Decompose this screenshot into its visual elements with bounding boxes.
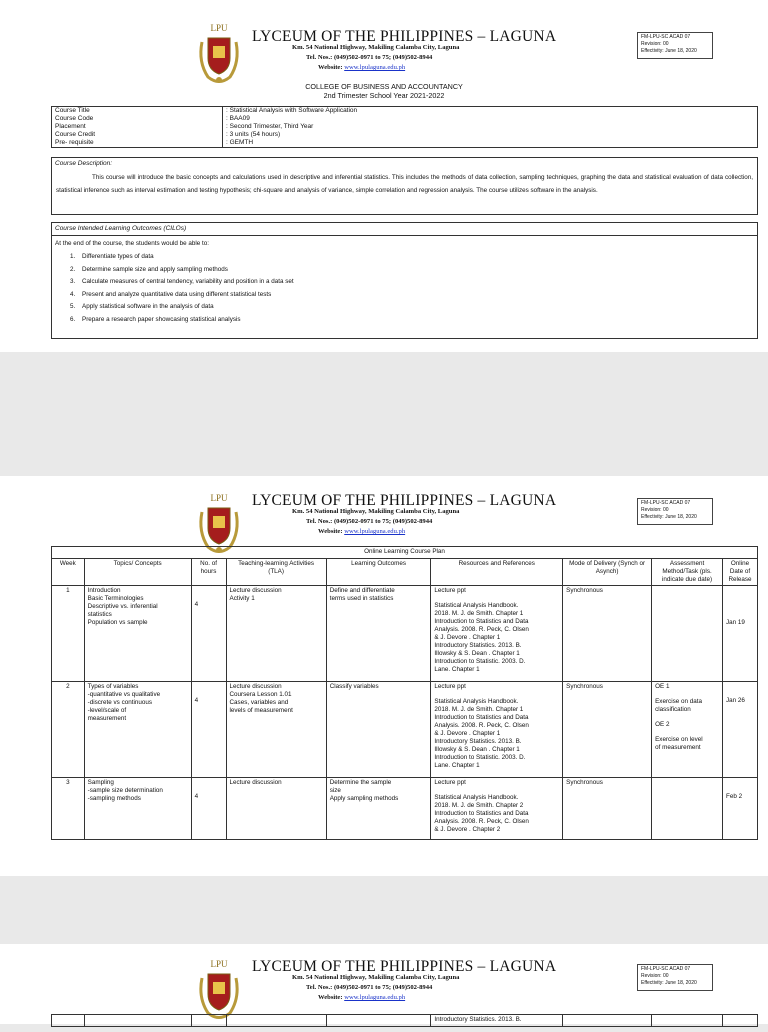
assessment-cell	[652, 778, 723, 840]
cilo-item: 5. Apply statistical software in the analysis of data	[70, 303, 214, 311]
school-name: LYCEUM OF THE PHILIPPINES – LAGUNA	[252, 492, 557, 509]
topics-cell: Sampling -sample size determination -sampling methods	[84, 778, 191, 840]
release-cell: Jan 19	[723, 586, 758, 682]
hours-cell: 4	[191, 586, 226, 682]
topics-cell: Introduction Basic Terminologies Descriptive vs. inferential statistics Population vs sample	[84, 586, 191, 682]
hours-cell: 4	[191, 682, 226, 778]
resources-cell: Lecture ppt Statistical Analysis Handbook. 2018. M. J. de Smith. Chapter 2 Introduction to Statistics and Data Analysis. 2008. R. Peck, C. Olsen & J. Devore . Chapter 2	[431, 778, 563, 840]
assessment-cell: OE 1 Exercise on data classification OE 2 Exercise on level of measurement	[652, 682, 723, 778]
school-name: LYCEUM OF THE PHILIPPINES – LAGUNA	[252, 958, 557, 975]
description-text: This course will introduce the basic concepts and calculations used in descriptive and inferential statistics. This includes the methods of data collection, sampling techniques, graphing the data and statistical evaluation of data collection, statistical inference such as interval estimation and testing hypothesis; chi-square and analysis of variance, simple correlation and regression analysis. The course utilizes software in the analysis.	[56, 174, 753, 194]
school-tel: Tel. Nos.: (049)502-0971 to 75; (049)502-8944	[306, 518, 433, 525]
website-link[interactable]: www.lpulaguna.edu.ph	[344, 64, 406, 71]
page-1	[0, 0, 768, 352]
page-2	[0, 476, 768, 876]
cilo-item: 3. Calculate measures of central tendency, variability and position in a data set	[70, 278, 294, 286]
assessment-cell	[652, 586, 723, 682]
logo-text: LPU	[210, 493, 228, 503]
col-hours: No. of hours	[191, 559, 226, 586]
school-website: Website: www.lpulaguna.edu.ph	[318, 528, 406, 535]
school-website: Website: www.lpulaguna.edu.ph	[318, 994, 406, 1001]
col-resources: Resources and References	[431, 559, 563, 586]
col-assessment: Assessment Method/Task (pls. indicate due date)	[652, 559, 723, 586]
release-cell: Jan 26	[723, 682, 758, 778]
mode-cell: Synchronous	[563, 778, 652, 840]
document-code-box: FM-LPU-SC ACAD 07 Revision: 00 Effectivity: June 18, 2020	[637, 32, 713, 59]
outcomes-cell: Classify variables	[326, 682, 431, 778]
college-name: COLLEGE OF BUSINESS AND ACCOUNTANCY	[305, 82, 463, 91]
resources-fragment: Introductory Statistics. 2013. B.	[431, 1015, 563, 1027]
plan-title: Online Learning Course Plan	[52, 547, 758, 559]
cilo-item: 4. Present and analyze quantitative data using different statistical tests	[70, 290, 272, 298]
logo-text: LPU	[210, 23, 228, 33]
col-mode: Mode of Delivery (Synch or Asynch)	[563, 559, 652, 586]
school-name: LYCEUM OF THE PHILIPPINES – LAGUNA	[252, 28, 557, 45]
col-week: Week	[52, 559, 85, 586]
course-description	[51, 157, 758, 215]
tla-cell: Lecture discussion	[226, 778, 326, 840]
school-tel: Tel. Nos.: (049)502-0971 to 75; (049)502-8944	[306, 984, 433, 991]
school-address: Km. 54 National Highway, Makiling Calamba City, Laguna	[292, 508, 460, 515]
cilo-item: 2. Determine sample size and apply sampling methods	[70, 265, 228, 273]
school-address: Km. 54 National Highway, Makiling Calamba City, Laguna	[292, 44, 460, 51]
release-cell: Feb 2	[723, 778, 758, 840]
col-release: Online Date of Release	[723, 559, 758, 586]
cilo-label: Course Intended Learning Outcomes (CILOs)	[52, 223, 757, 236]
cilo-item: 1. Differentiate types of data	[70, 253, 154, 260]
cilo-list	[52, 251, 757, 327]
school-address: Km. 54 National Highway, Makiling Calamba City, Laguna	[292, 974, 460, 981]
outcomes-cell: Determine the sample size Apply sampling methods	[326, 778, 431, 840]
col-outcomes: Learning Outcomes	[326, 559, 431, 586]
table-row	[52, 682, 758, 778]
resources-cell: Lecture ppt Statistical Analysis Handbook. 2018. M. J. de Smith. Chapter 1 Introduction to Statistics and Data Analysis. 2008. R. Peck, C. Olsen & J. Devore . Chapter 1 Introductory Statistics. 2013. B. Illowsky & S. Dean . Chapter 1 Introduction to Statistic. 2003. D. Lane. Chapter 1	[431, 682, 563, 778]
lpu-logo	[196, 22, 242, 88]
mode-cell: Synchronous	[563, 682, 652, 778]
school-tel: Tel. Nos.: (049)502-0971 to 75; (049)502-8944	[306, 54, 433, 61]
course-plan-table-continued	[51, 1014, 758, 1027]
tla-cell: Lecture discussion Activity 1	[226, 586, 326, 682]
school-website: Website: www.lpulaguna.edu.ph	[318, 64, 406, 71]
school-term: 2nd Trimester School Year 2021-2022	[323, 91, 445, 100]
plan-header-row	[52, 559, 758, 586]
description-label: Course Description:	[55, 160, 113, 167]
course-info-labels: Course Title Course Code Placement Course Credit Pre- requisite	[52, 107, 223, 148]
cilo-intro: At the end of the course, the students would be able to:	[55, 240, 210, 247]
table-row	[52, 586, 758, 682]
mode-cell: Synchronous	[563, 586, 652, 682]
tla-cell: Lecture discussion Coursera Lesson 1.01 Cases, variables and levels of measurement	[226, 682, 326, 778]
cilo-item: 6. Prepare a research paper showcasing statistical analysis	[70, 315, 241, 323]
col-topics: Topics/ Concepts	[84, 559, 191, 586]
document-code-box: FM-LPU-SC ACAD 07 Revision: 00 Effectivity: June 18, 2020	[637, 498, 713, 525]
week-cell: 1	[52, 586, 85, 682]
website-link[interactable]: www.lpulaguna.edu.ph	[344, 528, 406, 535]
cilo-section	[51, 222, 758, 339]
resources-cell: Lecture ppt Statistical Analysis Handbook. 2018. M. J. de Smith. Chapter 1 Introduction to Statistics and Data Analysis. 2008. R. Peck, C. Olsen & J. Devore . Chapter 1 Introductory Statistics. 2013. B. Illowsky & S. Dean . Chapter 1 Introduction to Statistic. 2003. D. Lane. Chapter 1	[431, 586, 563, 682]
course-info-values: : Statistical Analysis with Software Application : BAA09 : Second Trimester, Third Year : 3 units (54 hours) : GEMTH	[226, 107, 358, 146]
hours-cell: 4	[191, 778, 226, 840]
page-3	[0, 944, 768, 1024]
col-tla: Teaching-learning Activities (TLA)	[226, 559, 326, 586]
college-heading	[0, 82, 768, 100]
topics-cell: Types of variables -quantitative vs qualitative -discrete vs continuous -level/scale of measurement	[84, 682, 191, 778]
website-link[interactable]: www.lpulaguna.edu.ph	[344, 994, 406, 1001]
week-cell: 3	[52, 778, 85, 840]
table-row	[52, 778, 758, 840]
week-cell: 2	[52, 682, 85, 778]
logo-text: LPU	[210, 959, 228, 969]
course-info-table	[51, 106, 758, 148]
document-code-box: FM-LPU-SC ACAD 07 Revision: 00 Effectivity: June 18, 2020	[637, 964, 713, 991]
outcomes-cell: Define and differentiate terms used in statistics	[326, 586, 431, 682]
course-plan-table	[51, 546, 758, 840]
